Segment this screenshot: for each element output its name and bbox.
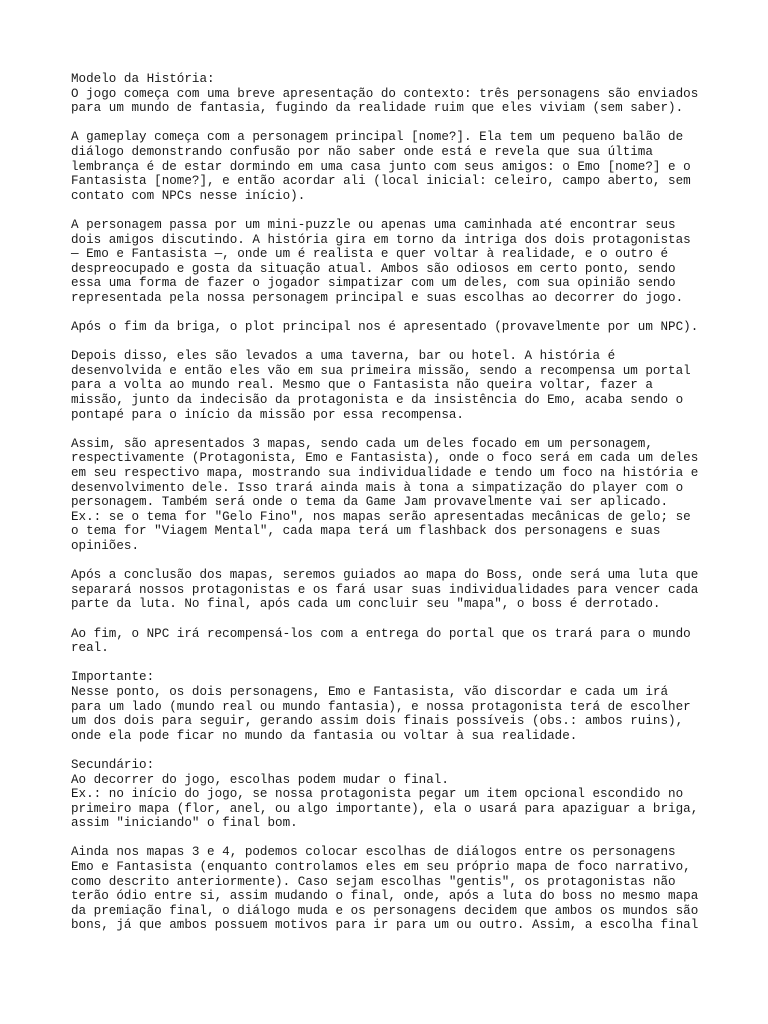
text-line: o tema for "Viagem Mental", cada mapa terá um flashback dos personagens e suas bbox=[71, 524, 661, 539]
text-line: contato com NPCs nesse início). bbox=[71, 188, 306, 203]
paragraph bbox=[71, 568, 711, 612]
text-line: para um mundo de fantasia, fugindo da realidade ruim que eles viviam (sem saber). bbox=[71, 101, 684, 116]
text-line: opiniões. bbox=[71, 539, 140, 553]
text-line: da premiação final, o diálogo muda e os personagens decidem que ambos os mundos são bbox=[71, 903, 699, 918]
text-line: Ainda nos mapas 3 e 4, podemos colocar escolhas de diálogos entre os personagens bbox=[71, 845, 676, 860]
text-line: Ao fim, o NPC irá recompensá-los com a entrega do portal que os trará para o mundo bbox=[71, 626, 691, 641]
text-line: um dos dois para seguir, gerando assim dois finais possíveis (obs.: ambos ruins), bbox=[71, 714, 684, 729]
text-line: real. bbox=[71, 641, 109, 656]
text-line: em seu respectivo mapa, mostrando sua individualidade e tendo um foco na história e bbox=[71, 466, 699, 481]
text-line: Ao decorrer do jogo, escolhas podem mudar o final. bbox=[71, 772, 449, 787]
document-page bbox=[71, 72, 711, 948]
text-line: personagem. Também será onde o tema da Game Jam provavelmente vai ser aplicado. bbox=[71, 495, 669, 510]
text-line: despreocupado e gosta da situação atual. Ambos são odiosos em certo ponto, sendo bbox=[71, 261, 676, 276]
text-line: — Emo e Fantasista —, onde um é realista e quer voltar à realidade, e o outro é bbox=[71, 247, 669, 262]
text-line: terão ódio entre si, assim mudando o final, onde, após a luta do boss no mesmo mapa bbox=[71, 889, 699, 904]
paragraph bbox=[71, 670, 711, 743]
text-line: O jogo começa com uma breve apresentação do contexto: três personagens são enviados bbox=[71, 86, 699, 101]
paragraph bbox=[71, 349, 711, 422]
text-line: para a volta ao mundo real. Mesmo que o Fantasista não queira voltar, fazer a bbox=[71, 378, 653, 393]
paragraph bbox=[71, 437, 711, 554]
text-line: Após a conclusão dos mapas, seremos guiados ao mapa do Boss, onde será uma luta que bbox=[71, 568, 699, 583]
paragraph bbox=[71, 627, 711, 656]
text-line: representada pela nossa personagem principal e suas escolhas ao decorrer do jogo. bbox=[71, 290, 684, 305]
text-line: desenvolvimento dele. Isso trará ainda mais à tona a simpatização do player com o bbox=[71, 480, 684, 495]
text-line: missão, junto da indecisão da protagonista e da insistência do Emo, acaba sendo o bbox=[71, 393, 684, 408]
paragraph bbox=[71, 218, 711, 306]
text-line: pontapé para o início da missão por essa recompensa. bbox=[71, 407, 464, 422]
text-line: Importante: bbox=[71, 670, 155, 685]
paragraph bbox=[71, 320, 711, 335]
text-line: parte da luta. No final, após cada um concluir seu "mapa", o boss é derrotado. bbox=[71, 597, 661, 612]
text-line: primeiro mapa (flor, anel, ou algo importante), ela o usará para apaziguar a briga, bbox=[71, 801, 699, 816]
text-line: A personagem passa por um mini-puzzle ou apenas uma caminhada até encontrar seus bbox=[71, 217, 676, 232]
text-line: Modelo da História: bbox=[71, 72, 215, 86]
text-line: Ex.: no início do jogo, se nossa protagonista pegar um item opcional escondido no bbox=[71, 787, 684, 802]
text-line: diálogo demonstrando confusão por não saber onde está e revela que sua última bbox=[71, 144, 653, 159]
text-line: desenvolvida e então eles vão em sua primeira missão, sendo a recompensa um portal bbox=[71, 363, 691, 378]
text-line: Assim, são apresentados 3 mapas, sendo cada um deles focado em um personagem, bbox=[71, 436, 653, 451]
text-line: essa uma forma de fazer o jogador simpatizar com um deles, com sua opinião sendo bbox=[71, 276, 676, 291]
text-line: Secundário: bbox=[71, 757, 155, 772]
text-line: Ex.: se o tema for "Gelo Fino", nos mapas serão apresentadas mecânicas de gelo; se bbox=[71, 509, 691, 524]
text-line: para um lado (mundo real ou mundo fantasia), e nossa protagonista terá de escolher bbox=[71, 699, 691, 714]
text-line: lembrança é de estar dormindo em uma casa junto com seus amigos: o Emo [nome?] e o bbox=[71, 159, 691, 174]
paragraph bbox=[71, 758, 711, 831]
text-line: Após o fim da briga, o plot principal nos é apresentado (provavelmente por um NPC). bbox=[71, 320, 699, 335]
text-line: como descrito anteriormente). Caso sejam escolhas "gentis", os protagonistas não bbox=[71, 874, 676, 889]
text-line: assim "iniciando" o final bom. bbox=[71, 816, 298, 831]
text-line: respectivamente (Protagonista, Emo e Fantasista), onde o foco será em cada um deles bbox=[71, 451, 699, 466]
text-line: bons, já que ambos possuem motivos para ir para um ou outro. Assim, a escolha final bbox=[71, 918, 699, 933]
paragraph bbox=[71, 845, 711, 933]
text-line: separará nossos protagonistas e os fará usar suas individualidades para vencer cada bbox=[71, 582, 699, 597]
text-line: Nesse ponto, os dois personagens, Emo e Fantasista, vão discordar e cada um irá bbox=[71, 684, 669, 699]
paragraph bbox=[71, 72, 711, 116]
text-line: A gameplay começa com a personagem principal [nome?]. Ela tem um pequeno balão de bbox=[71, 130, 684, 145]
paragraph bbox=[71, 130, 711, 203]
text-line: onde ela pode ficar no mundo da fantasia ou voltar à sua realidade. bbox=[71, 728, 578, 743]
text-line: Emo e Fantasista (enquanto controlamos eles em seu próprio mapa de foco narrativo, bbox=[71, 860, 691, 875]
text-line: Depois disso, eles são levados a uma taverna, bar ou hotel. A história é bbox=[71, 349, 616, 364]
text-line: Fantasista [nome?], e então acordar ali (local inicial: celeiro, campo aberto, sem bbox=[71, 174, 691, 189]
text-line: dois amigos discutindo. A história gira em torno da intriga dos dois protagonistas bbox=[71, 232, 691, 247]
